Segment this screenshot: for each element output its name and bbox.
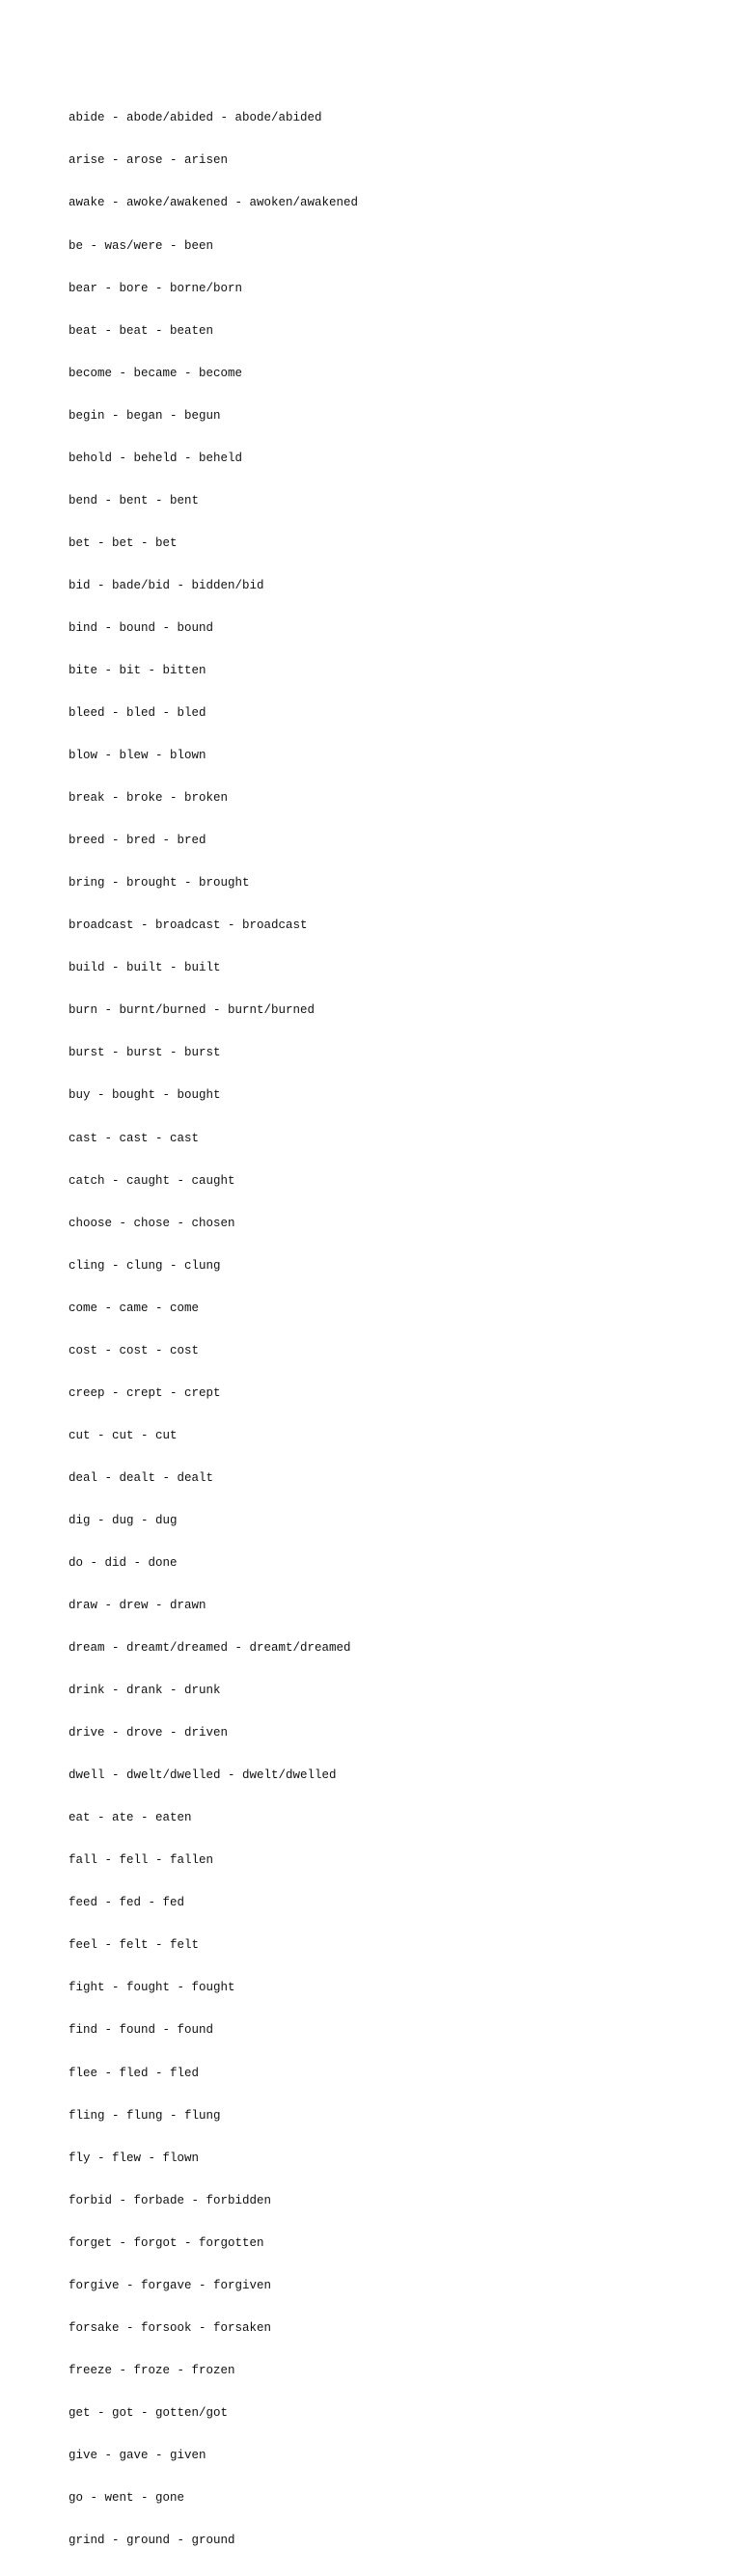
verb-line: breed - bred - bred	[69, 834, 206, 848]
verb-line: drive - drove - driven	[69, 1726, 229, 1740]
verb-line: bring - brought - brought	[69, 876, 250, 891]
verb-line: buy - bought - bought	[69, 1088, 221, 1103]
verb-line: burst - burst - burst	[69, 1046, 221, 1060]
verb-line: be - was/were - been	[69, 238, 214, 253]
verb-line: bear - bore - borne/born	[69, 281, 243, 295]
verb-line: freeze - froze - frozen	[69, 2363, 235, 2377]
verb-line: burn - burnt/burned - burnt/burned	[69, 1003, 316, 1018]
verb-line: find - found - found	[69, 2023, 214, 2038]
verb-line: forget - forgot - forgotten	[69, 2235, 264, 2250]
verb-line: get - got - gotten/got	[69, 2405, 229, 2420]
verb-line: cut - cut - cut	[69, 1428, 178, 1442]
verb-line: feel - felt - felt	[69, 1938, 200, 1953]
verb-line: abide - abode/abided - abode/abided	[69, 111, 322, 125]
verb-line: grind - ground - ground	[69, 2534, 235, 2548]
verb-line: dream - dreamt/dreamed - dreamt/dreamed	[69, 1641, 351, 1656]
irregular-verb-list	[69, 83, 358, 2576]
verb-line: bleed - bled - bled	[69, 706, 206, 721]
verb-line: give - gave - given	[69, 2448, 206, 2462]
verb-line: beat - beat - beaten	[69, 323, 214, 338]
verb-line: fling - flung - flung	[69, 2108, 221, 2123]
verb-line: build - built - built	[69, 961, 221, 975]
verb-line: do - did - done	[69, 1555, 178, 1570]
verb-line: behold - beheld - beheld	[69, 451, 243, 465]
verb-line: dwell - dwelt/dwelled - dwelt/dwelled	[69, 1768, 337, 1783]
verb-line: go - went - gone	[69, 2491, 185, 2505]
verb-line: creep - crept - crept	[69, 1385, 221, 1400]
verb-line: catch - caught - caught	[69, 1173, 235, 1188]
verb-line: bend - bent - bent	[69, 493, 200, 507]
verb-line: arise - arose - arisen	[69, 153, 229, 168]
verb-line: feed - fed - fed	[69, 1896, 185, 1910]
verb-line: broadcast - broadcast - broadcast	[69, 918, 308, 933]
verb-line: fly - flew - flown	[69, 2151, 200, 2165]
verb-line: forsake - forsook - forsaken	[69, 2320, 272, 2335]
verb-line: begin - began - begun	[69, 408, 221, 423]
verb-line: awake - awoke/awakened - awoken/awakened	[69, 196, 359, 210]
verb-line: eat - ate - eaten	[69, 1811, 192, 1825]
verb-line: forbid - forbade - forbidden	[69, 2193, 272, 2207]
verb-line: cast - cast - cast	[69, 1131, 200, 1145]
verb-line: forgive - forgave - forgiven	[69, 2278, 272, 2292]
verb-line: fall - fell - fallen	[69, 1853, 214, 1868]
verb-line: deal - dealt - dealt	[69, 1470, 214, 1485]
verb-line: draw - drew - drawn	[69, 1599, 206, 1613]
verb-line: bind - bound - bound	[69, 620, 214, 635]
verb-line: become - became - become	[69, 366, 243, 380]
verb-line: cost - cost - cost	[69, 1343, 200, 1357]
verb-line: break - broke - broken	[69, 791, 229, 806]
verb-line: bid - bade/bid - bidden/bid	[69, 578, 264, 592]
verb-line: choose - chose - chosen	[69, 1216, 235, 1230]
verb-line: bet - bet - bet	[69, 535, 178, 550]
verb-line: bite - bit - bitten	[69, 663, 206, 677]
verb-line: cling - clung - clung	[69, 1258, 221, 1273]
verb-line: blow - blew - blown	[69, 749, 206, 763]
verb-line: drink - drank - drunk	[69, 1684, 221, 1698]
verb-line: come - came - come	[69, 1301, 200, 1315]
verb-line: dig - dug - dug	[69, 1513, 178, 1527]
verb-line: flee - fled - fled	[69, 2066, 200, 2080]
verb-line: fight - fought - fought	[69, 1981, 235, 1995]
